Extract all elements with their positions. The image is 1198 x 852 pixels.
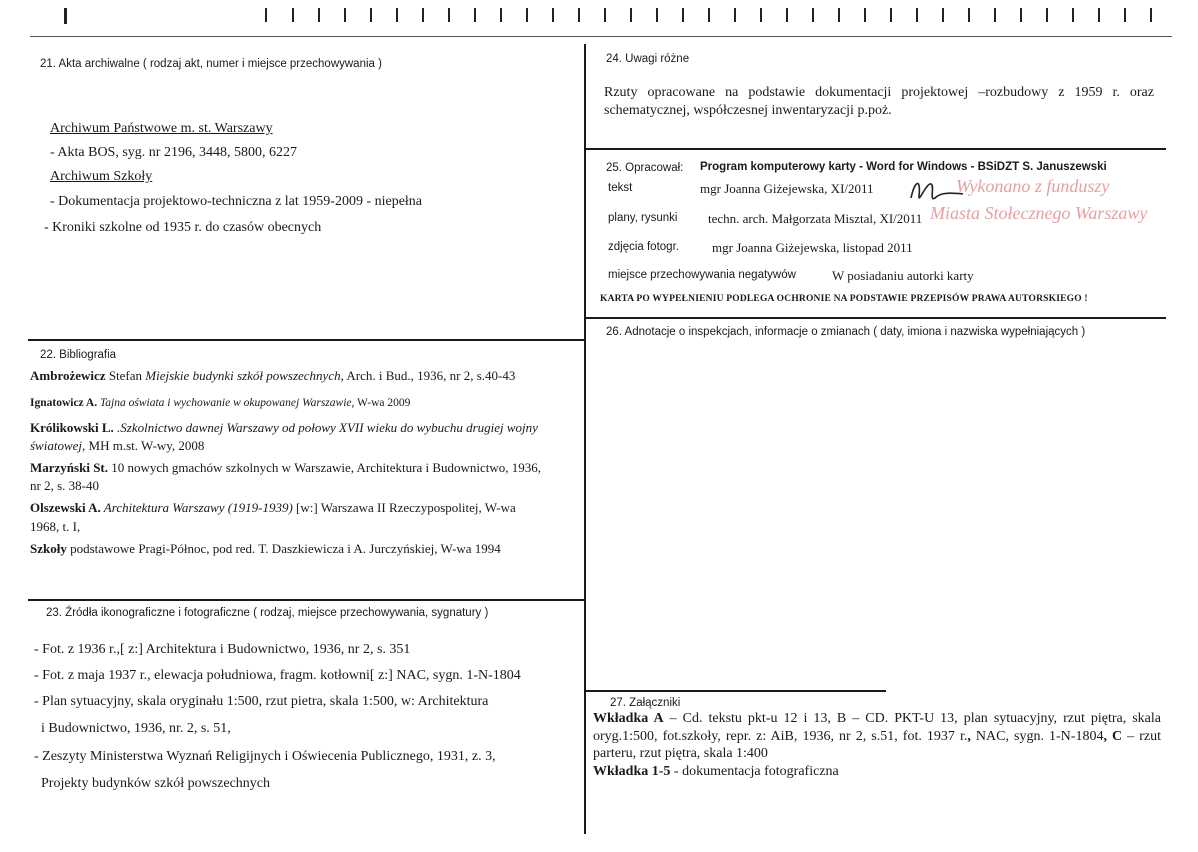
ruler-tick (1020, 8, 1022, 22)
bib-text: podstawowe Pragi-Północ, pod red. T. Daszkiewicza i A. Jurczyńskiej, W-wa 1994 (66, 541, 501, 556)
ruler-tick (344, 8, 346, 22)
bibliography-entry (30, 460, 541, 476)
archive-record: - Kroniki szkolne od 1935 r. do czasów obecnych (44, 220, 322, 235)
bibliography-entry (30, 541, 501, 557)
bibliography-entry (30, 397, 410, 409)
ruler-tick (630, 8, 632, 22)
section-23-header: 23. Źródła ikonograficzne i fotograficzne ( rodzaj, miejsce przechowywania, sygnatury ) (46, 607, 489, 619)
ruler-tick (734, 8, 736, 22)
remarks-text: Rzuty opracowane na podstawie dokumentacji projektowej –rozbudowy z 1959 r. oraz schematycznej, współczesnej inwentaryzacji p.poż. (604, 85, 1154, 118)
section-26-header: 26. Adnotacje o inspekcjach, informacje o zmianach ( daty, imiona i nazwiska wypełniających ) (606, 326, 1086, 338)
bib-author: Marzyński St. (30, 460, 108, 475)
attachments-text (593, 710, 1161, 780)
archive-record: - Dokumentacja projektowo-techniczna z lat 1959-2009 - niepełna (50, 194, 423, 209)
section-21-header: 21. Akta archiwalne ( rodzaj akt, numer i miejsce przechowywania ) (40, 58, 382, 70)
ruler-tick (864, 8, 866, 22)
attachment-label: Wkładka 1-5 (593, 763, 671, 779)
ruler-tick (1098, 8, 1100, 22)
ruler-tick (786, 8, 788, 22)
section-27-header: 27. Załączniki (610, 697, 681, 709)
attachment-desc: - dokumentacja fotograficzna (670, 763, 839, 779)
row-value-photos: mgr Joanna Giżejewska, listopad 2011 (712, 240, 913, 255)
bib-author: Ambrożewicz (30, 368, 106, 383)
section-22-header: 22. Bibliografia (40, 349, 117, 361)
bib-author: Szkoły (30, 541, 67, 556)
bibliography-entry-cont (30, 438, 204, 454)
ruler-tick (474, 8, 476, 22)
bib-text: MH m.st. W-wy, 2008 (85, 438, 205, 453)
ruler-tick (64, 8, 67, 24)
funding-stamp-line1: Wykonano z funduszy (956, 176, 1110, 196)
ruler-tick (708, 8, 710, 22)
ruler-tick (1150, 8, 1152, 22)
ruler-tick (890, 8, 892, 22)
program-info: Program komputerowy karty - Word for Windows - BSiDZT S. Januszewski (700, 161, 1107, 173)
bib-title: Tajna oświata i wychowanie w okupowanej Warszawie, (97, 397, 355, 409)
ruler-tick (916, 8, 918, 22)
ruler-tick (942, 8, 944, 22)
bib-text: 10 nowych gmachów szkolnych w Warszawie, Architektura i Budownictwo, 1936, (108, 460, 542, 475)
attachment-desc: – rzut parteru, rzut piętra, skala 1:400 (593, 728, 1161, 761)
divider-26-27 (586, 690, 886, 692)
ruler-tick (994, 8, 996, 22)
section-25-header: 25. Opracował: (606, 162, 684, 174)
ruler-tick (578, 8, 580, 22)
copyright-notice: KARTA PO WYPEŁNIENIU PODLEGA OCHRONIE NA PODSTAWIE PRZEPISÓW PRAWA AUTORSKIEGO ! (600, 294, 1088, 304)
ruler-tick (500, 8, 502, 22)
attachment-sep: , (967, 728, 971, 744)
divider-22-23 (28, 599, 586, 601)
ruler-tick (265, 8, 267, 22)
source-item: - Zeszyty Ministerstwa Wyznań Religijnych i Oświecenia Publicznego, 1931, z. 3, (34, 749, 496, 764)
row-label-plans: plany, rysunki (608, 212, 678, 224)
funding-stamp-line2: Miasta Stołecznego Warszawy (930, 203, 1148, 223)
bib-author: Królikowski L. (30, 420, 114, 435)
ruler-tick (422, 8, 424, 22)
bib-title: Architektura Warszawy (1919-1939) (100, 500, 293, 515)
ruler-tick (682, 8, 684, 22)
ruler-tick (760, 8, 762, 22)
bibliography-entry (30, 500, 516, 516)
source-item: - Fot. z maja 1937 r., elewacja południowa, fragm. kotłowni[ z:] NAC, sygn. 1-N-1804 (34, 668, 521, 683)
source-item-cont: i Budownictwo, 1936, nr. 2, s. 51, (34, 721, 231, 736)
divider-25-26 (586, 317, 1166, 319)
ruler-tick (604, 8, 606, 22)
ruler-tick (370, 8, 372, 22)
archive-name: Archiwum Państwowe m. st. Warszawy (50, 121, 273, 136)
row-label-photos: zdjęcia fotogr. (608, 241, 679, 253)
bibliography-entry-cont: 1968, t. I, (30, 519, 81, 534)
attachment-label: Wkładka A (593, 711, 664, 726)
bib-text: W-wa 2009 (354, 397, 411, 409)
ruler-tick (812, 8, 814, 22)
bib-text: Stefan (105, 368, 146, 383)
bib-text: Arch. i Bud., 1936, nr 2, s.40-43 (343, 368, 516, 383)
ruler-tick (292, 8, 294, 22)
row-label-negatives: miejsce przechowywania negatywów (608, 269, 796, 281)
archive-name: Archiwum Szkoły (50, 169, 153, 184)
row-value-text: mgr Joanna Giżejewska, XI/2011 (700, 181, 874, 196)
ruler-tick (1046, 8, 1048, 22)
bib-title: .Szkolnictwo dawnej Warszawy od połowy XVII wieku do wybuchu drugiej wojny (113, 420, 538, 435)
ruler-tick (656, 8, 658, 22)
row-label-text: tekst (608, 182, 633, 194)
bibliography-entry (30, 420, 538, 436)
archive-record: - Akta BOS, syg. nr 2196, 3448, 5800, 6227 (50, 145, 297, 160)
section-24-header: 24. Uwagi różne (606, 53, 690, 65)
ruler-tick (968, 8, 970, 22)
ruler-tick (526, 8, 528, 22)
row-value-negatives: W posiadaniu autorki karty (832, 268, 974, 283)
bib-text: [w:] Warszawa II Rzeczypospolitej, W-wa (292, 500, 516, 515)
ruler-tick (838, 8, 840, 22)
ruler-tick (318, 8, 320, 22)
attachment-desc: – Cd. tekstu pkt-u 12 i 13, B – CD. PKT-U 13, plan sytuacyjny, rzut piętra, skala oryg.1:500, fot.szkoły, repr. z: AiB, 1936, nr 2, s.51, fot. 1937 r. (593, 711, 1161, 744)
attachment-desc: NAC, sygn. 1-N-1804 (970, 728, 1104, 744)
bib-title: Miejskie budynki szkół powszechnych, (145, 368, 344, 383)
ruler-tick (552, 8, 554, 22)
source-item-cont: Projekty budynków szkół powszechnych (34, 776, 271, 791)
center-divider (584, 44, 586, 834)
ruler-tick (1124, 8, 1126, 22)
divider-24-25 (586, 148, 1166, 150)
ruler-tick (448, 8, 450, 22)
divider-21-22 (28, 339, 586, 341)
bibliography-entry-cont: nr 2, s. 38-40 (30, 478, 99, 493)
attachment-label: , C (1103, 728, 1123, 744)
bibliography-entry (30, 368, 515, 384)
source-item: - Plan sytuacyjny, skala oryginału 1:500, rzut pietra, skala 1:500, w: Architektura (34, 694, 489, 709)
bib-author: Ignatowicz A. (30, 397, 98, 409)
top-border (30, 36, 1172, 37)
row-value-plans: techn. arch. Małgorzata Misztal, XI/2011 (708, 211, 923, 226)
ruler-tick (1072, 8, 1074, 22)
ruler-tick (396, 8, 398, 22)
bib-title: światowej, (30, 438, 86, 453)
source-item: - Fot. z 1936 r.,[ z:] Architektura i Budownictwo, 1936, nr 2, s. 351 (34, 642, 411, 657)
bib-author: Olszewski A. (30, 500, 101, 515)
